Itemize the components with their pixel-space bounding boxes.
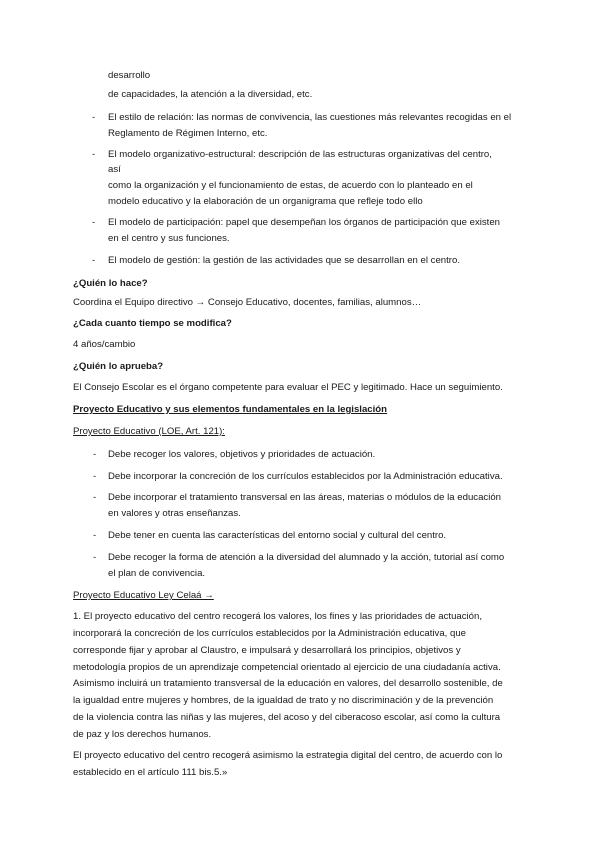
list-item-line: el plan de convivencia.: [108, 568, 206, 579]
list-item-line: modelo educativo y la elaboración de un organigrama que refleje todo ello: [108, 196, 423, 207]
paragraph-line: corresponde fijar y aprobar al Claustro, e impulsará y desarrollará los principios, objetivos y: [73, 645, 461, 656]
list-dash: -: [93, 449, 97, 460]
list-dash: -: [93, 492, 97, 503]
question-heading: ¿Cada cuanto tiempo se modifica?: [73, 318, 232, 329]
list-item-line: El modelo de gestión: la gestión de las actividades que se desarrollan en el centro.: [108, 255, 460, 266]
question-heading: ¿Quién lo hace?: [73, 278, 148, 289]
celaa-heading: Proyecto Educativo Ley Celaá →: [73, 590, 214, 601]
list-item-line: en el centro y sus funciones.: [108, 233, 230, 244]
list-dash: -: [93, 552, 97, 563]
list-dash: -: [92, 217, 96, 228]
list-dash: -: [92, 149, 96, 160]
list-item-line: El estilo de relación: las normas de convivencia, las cuestiones más relevantes recogidas en el: [108, 112, 512, 123]
list-item-line: así: [108, 164, 121, 175]
answer-text: 4 años/cambio: [73, 339, 136, 350]
paragraph-line: El proyecto educativo del centro recogerá asimismo la estrategia digital del centro, de acuerdo con lo: [73, 750, 503, 761]
paragraph-line: establecido en el artículo 111 bis.5.»: [73, 767, 228, 778]
list-dash: -: [93, 530, 97, 541]
section-title: Proyecto Educativo y sus elementos fundamentales en la legislación: [73, 404, 388, 415]
list-item-line: en valores y otras enseñanzas.: [108, 508, 241, 519]
list-item-line: Debe recoger la forma de atención a la diversidad del alumnado y la acción, tutorial así como: [108, 552, 505, 563]
continuation-line: de capacidades, la atención a la diversidad, etc.: [108, 89, 313, 100]
list-item-line: El modelo organizativo-estructural: descripción de las estructuras organizativas del centro,: [108, 149, 492, 160]
list-item-line: Debe incorporar el tratamiento transversal en las áreas, materias o módulos de la educación: [108, 492, 502, 503]
list-item-line: Reglamento de Régimen Interno, etc.: [108, 128, 268, 139]
answer-text: Coordina el Equipo directivo → Consejo Educativo, docentes, familias, alumnos…: [73, 297, 422, 308]
list-item-line: Debe incorporar la concreción de los currículos establecidos por la Administración educativa.: [108, 471, 503, 482]
paragraph-line: incorporará la concreción de los currículos establecidos por la Administración educativa, que: [73, 628, 467, 639]
list-item-line: Debe recoger los valores, objetivos y prioridades de actuación.: [108, 449, 376, 460]
continuation-line: desarrollo: [108, 70, 151, 81]
list-item-line: Debe tener en cuenta las características del entorno social y cultural del centro.: [108, 530, 447, 541]
loe-heading: Proyecto Educativo (LOE, Art. 121):: [73, 426, 225, 437]
list-dash: -: [92, 255, 96, 266]
paragraph-line: 1. El proyecto educativo del centro recogerá los valores, los fines y las prioridades de actuación,: [73, 611, 483, 622]
list-dash: -: [93, 471, 97, 482]
list-item-line: como la organización y el funcionamiento de estas, de acuerdo con lo planteado en el: [108, 180, 473, 191]
list-item-line: El modelo de participación: papel que desempeñan los órganos de participación que existen: [108, 217, 501, 228]
paragraph-line: de paz y los derechos humanos.: [73, 729, 212, 740]
paragraph-line: la igualdad entre mujeres y hombres, de la igualdad de trato y no discriminación y de la prevención: [73, 695, 494, 706]
answer-text: El Consejo Escolar es el órgano competente para evaluar el PEC y legitimado. Hace un seguimiento.: [73, 382, 503, 393]
paragraph-line: metodología propios de un aprendizaje competencial orientado al ejercicio de una ciudadanía activa.: [73, 662, 501, 673]
list-dash: -: [92, 112, 96, 123]
paragraph-line: de la violencia contra las niñas y las mujeres, del acoso y del ciberacoso escolar, así como la cultura: [73, 712, 501, 723]
question-heading: ¿Quién lo aprueba?: [73, 361, 164, 372]
paragraph-line: Asimismo incluirá un tratamiento transversal de la educación en valores, del desarrollo sostenible, de: [73, 678, 503, 689]
